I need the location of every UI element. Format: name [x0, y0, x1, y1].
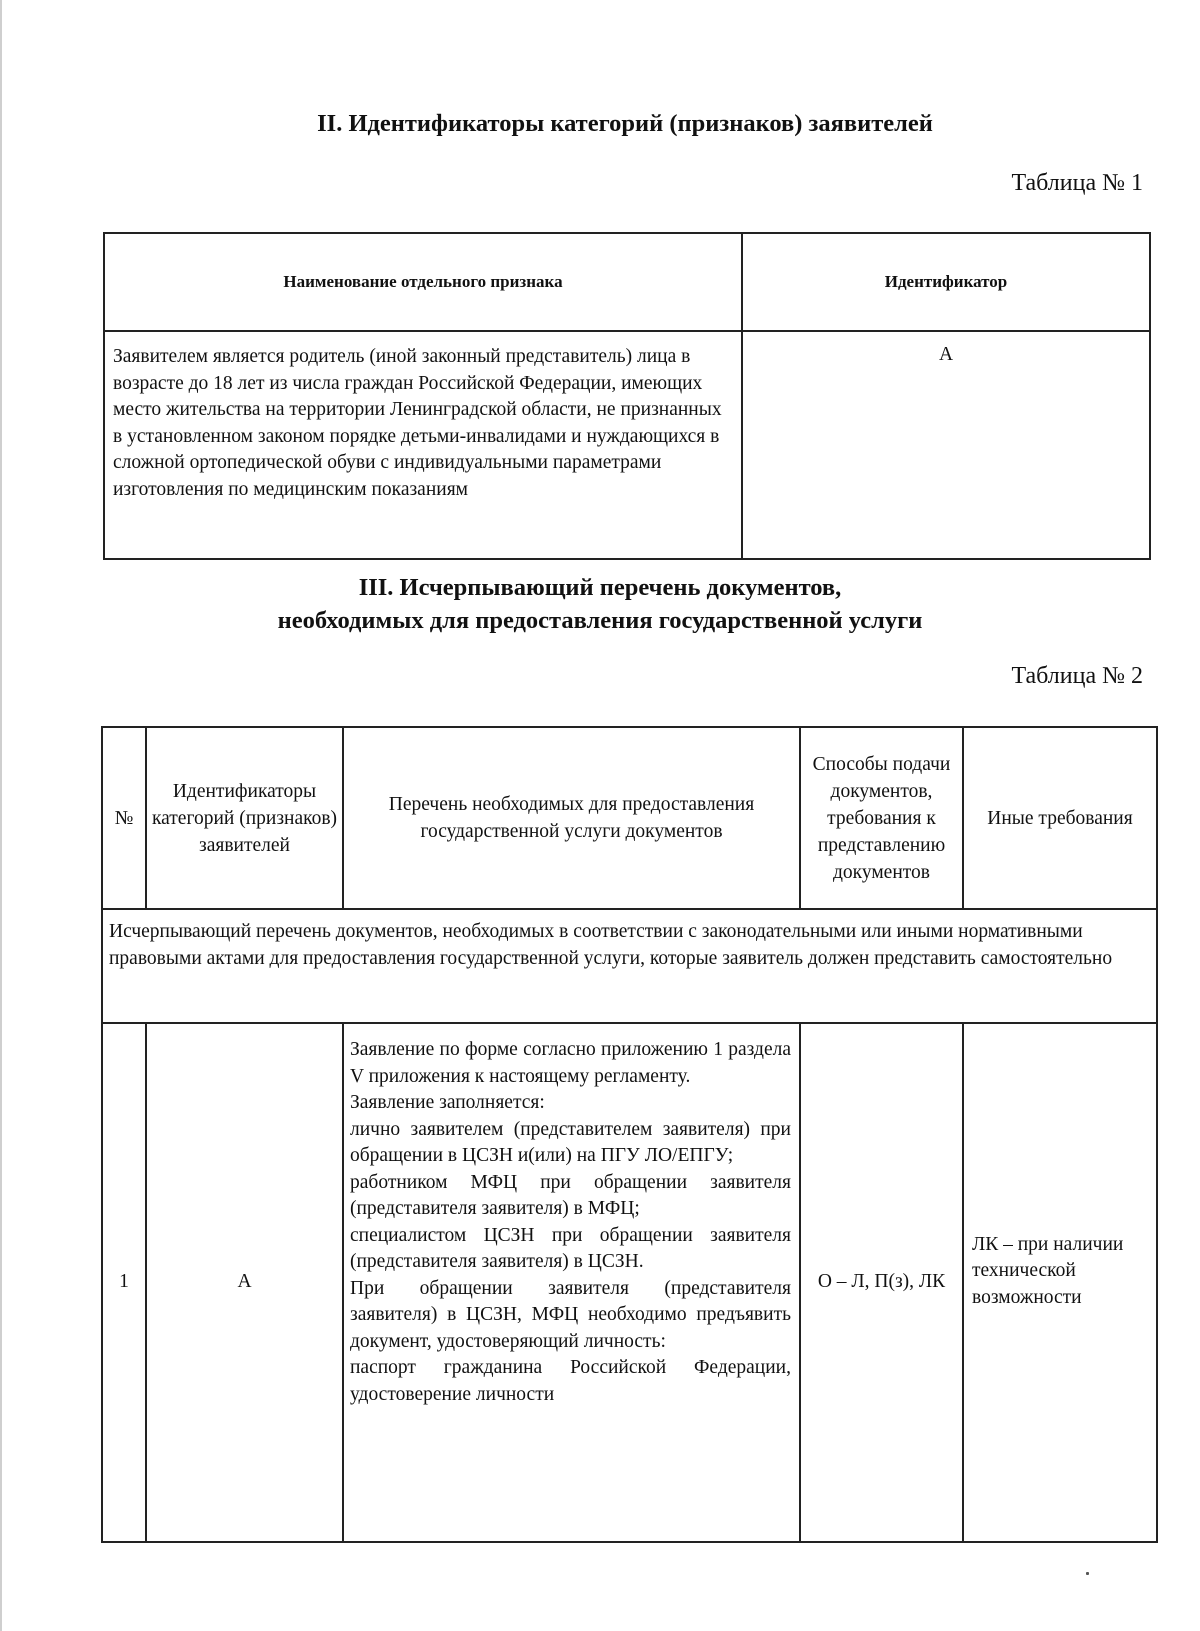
table-1-caption: Таблица № 1 [1011, 170, 1143, 196]
row-number-cell: 1 [102, 1023, 146, 1542]
row-other-requirements-cell: ЛК – при наличии технической возможности [963, 1023, 1157, 1542]
section-row [102, 909, 1157, 1023]
row-identifier-cell: А [146, 1023, 343, 1542]
section-iii-heading-line1: III. Исчерпывающий перечень документов, [358, 574, 842, 601]
table-header-row [102, 727, 1157, 909]
table-2-caption: Таблица № 2 [1011, 663, 1143, 689]
column-header-documents: Перечень необходимых для предоставления государственной услуги документов [343, 727, 800, 909]
column-header-identifiers: Идентификаторы категорий (признаков) заявителей [146, 727, 343, 909]
row-methods-cell: О – Л, П(з), ЛК [800, 1023, 963, 1542]
section-iii-heading [0, 571, 1200, 637]
column-header-methods: Способы подачи документов, требования к представлению документов [800, 727, 963, 909]
section-ii-heading: II. Идентификаторы категорий (признаков) заявителей [317, 110, 933, 137]
applicant-categories-table [103, 232, 1151, 560]
identifier-cell: А [742, 331, 1150, 559]
section-row-text: Исчерпывающий перечень документов, необходимых в соответствии с законодательными или иными нормативными правовыми актами для предоставления государственной услуги, которые заявитель должен представить самостоятельно [102, 909, 1157, 1023]
row-documents-cell [343, 1023, 800, 1542]
feature-cell: Заявителем является родитель (иной законный представитель) лица в возрасте до 18 лет из числа граждан Российской Федерации, имеющих место жительства на территории Ленинградской области, не признанных в установленном законом порядке детьми-инвалидами и нуждающихся в сложной ортопедической обуви с индивидуальными параметрами изготовления по медицинским показаниям [104, 331, 742, 559]
column-header-number: № [102, 727, 146, 909]
section-iii-heading-line2: необходимых для предоставления государственной услуги [277, 607, 923, 634]
document-paragraph: работником МФЦ при обращении заявителя (представителя заявителя) в МФЦ; [350, 1171, 791, 1219]
column-header-other: Иные требования [963, 727, 1157, 909]
document-paragraph: При обращении заявителя (представителя заявителя) в ЦСЗН, МФЦ необходимо предъявить документ, удостоверяющий личность: [350, 1277, 791, 1352]
table-header-row [104, 233, 1150, 331]
document-paragraph: лично заявителем (представителем заявителя) при обращении в ЦСЗН и(или) на ПГУ ЛО/ЕПГУ; [350, 1118, 791, 1166]
scan-speck [1086, 1572, 1089, 1575]
document-paragraph: Заявление по форме согласно приложению 1 раздела V приложения к настоящему регламенту. [350, 1039, 791, 1087]
document-paragraph: паспорт гражданина Российской Федерации, удостоверение личности [350, 1357, 791, 1405]
documents-table [101, 726, 1158, 1543]
table-row [102, 1023, 1157, 1542]
column-header-feature: Наименование отдельного признака [104, 233, 742, 331]
document-paragraph: Заявление заполняется: [350, 1092, 545, 1113]
column-header-identifier: Идентификатор [742, 233, 1150, 331]
document-paragraph: специалистом ЦСЗН при обращении заявителя (представителя заявителя) в ЦСЗН. [350, 1224, 791, 1272]
table-row [104, 331, 1150, 559]
scan-edge [0, 0, 2, 1631]
